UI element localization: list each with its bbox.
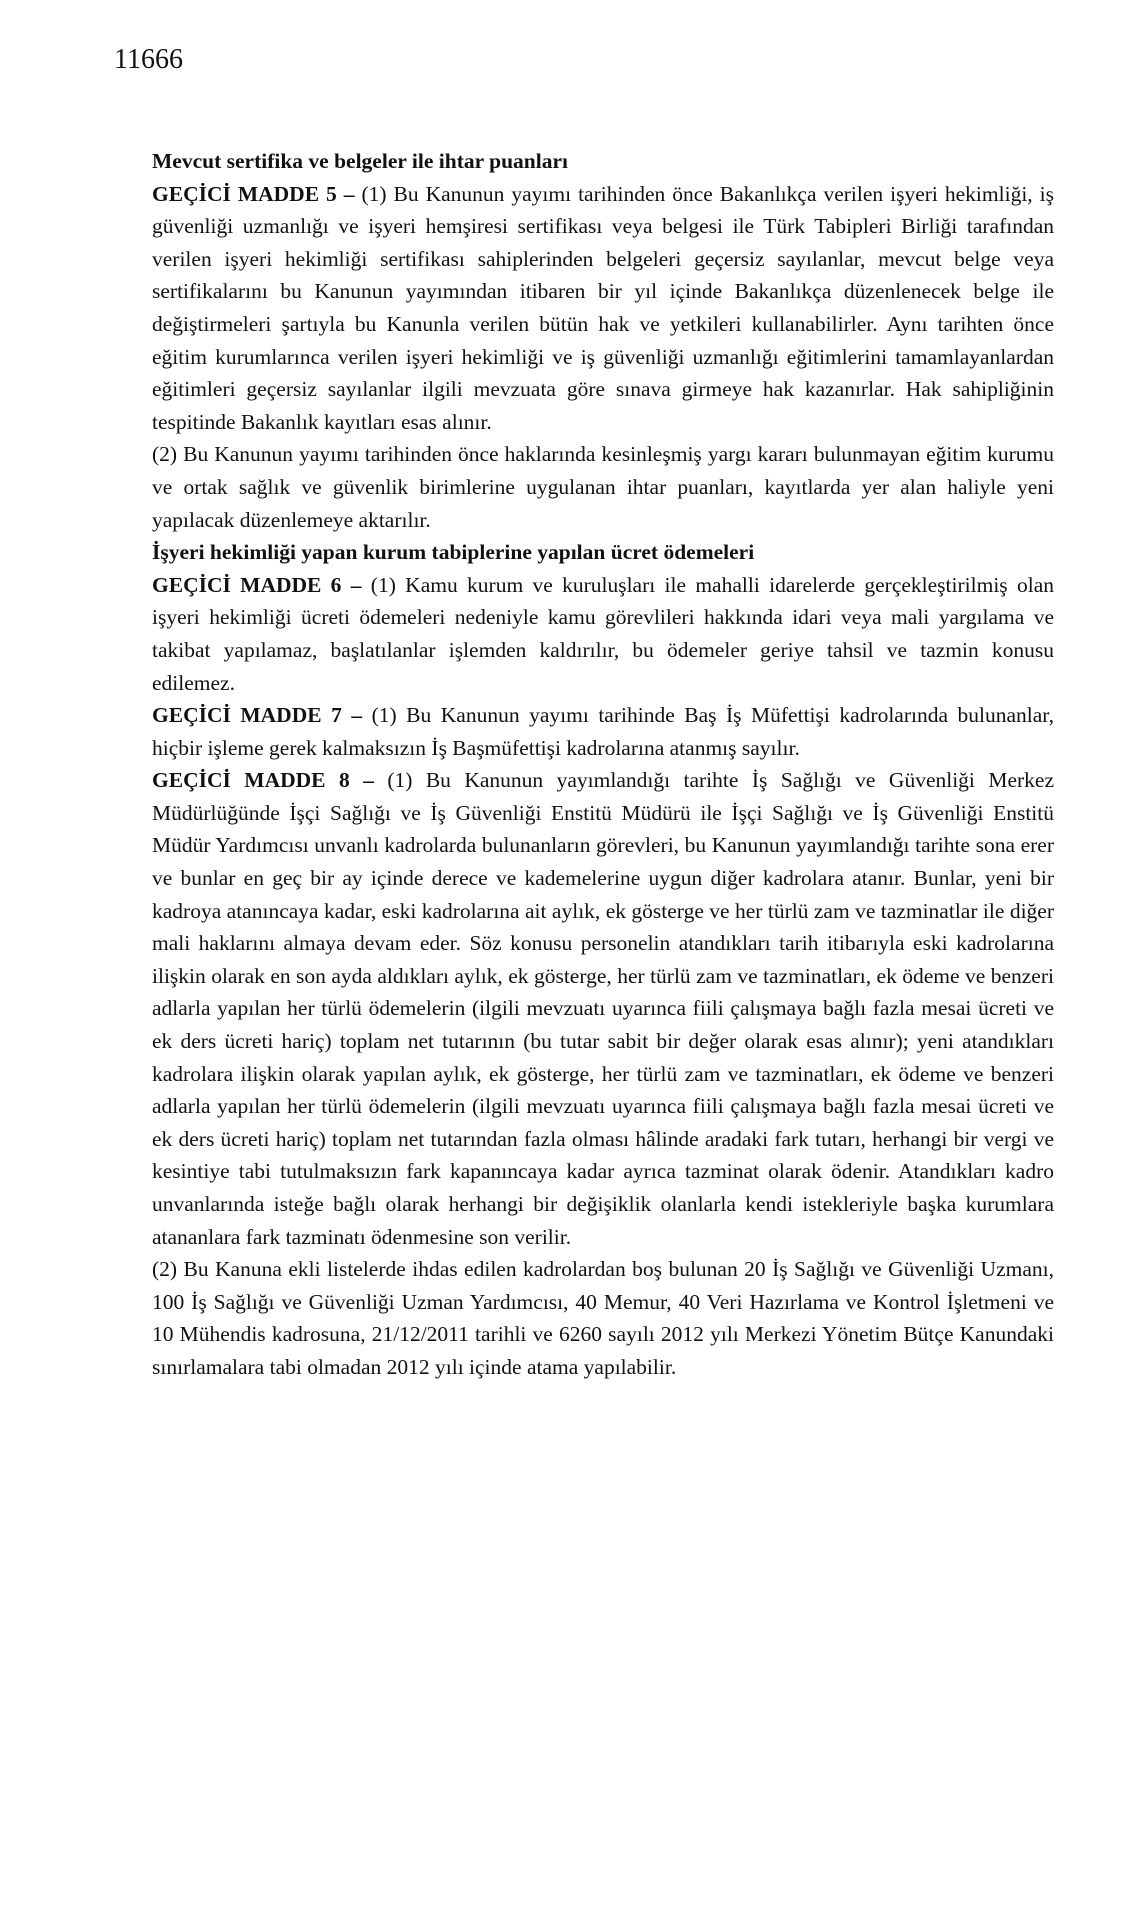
document-body [152,145,1054,1384]
article-text: (1) Bu Kanunun yayımı tarihinde Baş İş Müfettişi kadrolarında bulunanlar, hiçbir işleme gerek kalmaksızın İş Başmüfettişi kadrolarına atanmış sayılır. [152,703,1054,760]
paragraph-madde-8-2: (2) Bu Kanuna ekli listelerde ihdas edilen kadrolardan boş bulunan 20 İş Sağlığı ve Güvenliği Uzmanı, 100 İş Sağlığı ve Güvenliği Uzman Yardımcısı, 40 Memur, 40 Veri Hazırlama ve Kontrol İşletmeni ve 10 Mühendis kadrosuna, 21/12/2011 tarihli ve 6260 sayılı 2012 yılı Merkezi Yönetim Bütçe Kanundaki sınırlamalara tabi olmadan 2012 yılı içinde atama yapılabilir. [152,1257,1054,1379]
article-text: (1) Bu Kanunun yayımı tarihinden önce Bakanlıkça verilen işyeri hekimliği, iş güvenliği uzmanlığı ve işyeri hemşiresi sertifikası veya belgesi ile Türk Tabipleri Birliği tarafından verilen işyeri hekimliği sertifikası sahiplerinden belgeleri geçersiz sayılanlar, mevcut belge veya sertifikalarını bu Kanunun yayımından itibaren bir yıl içinde Bakanlıkça düzenlenecek belge ile değiştirmeleri şartıyla bu Kanunla verilen bütün hak ve yetkileri kullanabilirler. Aynı tarihten önce eğitim kurumlarınca verilen işyeri hekimliği ve iş güvenliği uzmanlığı eğitimlerini tamamlayanlardan eğitimleri geçersiz sayılanlar ilgili mevzuata göre sınava girmeye hak kazanırlar. Hak sahipliğinin tespitinde Bakanlık kayıtları esas alınır. [152,181,1054,434]
article-geçici-madde-5 [152,178,1054,439]
article-geçici-madde-8 [152,764,1054,1253]
article-label: GEÇİCİ MADDE 7 – [152,703,363,728]
paragraph-madde-5-2: (2) Bu Kanunun yayımı tarihinden önce haklarında kesinleşmiş yargı kararı bulunmayan eğitim kurumu ve ortak sağlık ve güvenlik birimlerine uygulanan ihtar puanları, kayıtlarda yer alan haliyle yeni yapılacak düzenlemeye aktarılır. [152,442,1054,532]
article-geçici-madde-7 [152,699,1054,764]
section-heading: İşyeri hekimliği yapan kurum tabiplerine yapılan ücret ödemeleri [152,540,755,565]
article-label: GEÇİCİ MADDE 8 – [152,768,374,793]
section-heading: Mevcut sertifika ve belgeler ile ihtar puanları [152,149,568,173]
article-label: GEÇİCİ MADDE 5 – [152,181,355,206]
article-geçici-madde-6 [152,569,1054,699]
article-text: (1) Bu Kanunun yayımlandığı tarihte İş Sağlığı ve Güvenliği Merkez Müdürlüğünde İşçi Sağlığı ve İş Güvenliği Enstitü Müdürü ile İşçi Sağlığı ve İş Güvenliği Enstitü Müdür Yardımcısı unvanlı kadrolarda bulunanların görevleri, bu Kanunun yayımlandığı tarihte sona erer ve bunlar en geç bir ay içinde derece ve kademelerine uygun diğer kadrolara atanır. Bunlar, yeni bir kadroya atanıncaya kadar, eski kadrolarına ait aylık, ek gösterge ve her türlü zam ve tazminatlar ile diğer mali haklarını almaya devam eder. Söz konusu personelin atandıkları tarih itibarıyla eski kadrolarına ilişkin olarak en son ayda aldıkları aylık, ek gösterge, her türlü zam ve tazminatları, ek ödeme ve benzeri adlarla yapılan her türlü ödemelerin (ilgili mevzuatı uyarınca fiili çalışmaya bağlı fazla mesai ücreti ve ek ders ücreti hariç) toplam net tutarının (bu tutar sabit bir değer olarak esas alınır); yeni atandıkları kadrolara ilişkin olarak yapılan aylık, ek gösterge, her türlü zam ve tazminatları, ek ödeme ve benzeri adlarla yapılan her türlü ödemelerin (ilgili mevzuatı uyarınca fiili çalışmaya bağlı fazla mesai ücreti ve ek ders ücreti hariç) toplam net tutarından fazla olması hâlinde aradaki fark tutarı, herhangi bir vergi ve kesintiye tabi tutulmaksızın fark kapanıncaya kadar ayrıca tazminat olarak ödenir. Atandıkları kadro unvanlarında isteğe bağlı olarak herhangi bir değişiklik olanlarla kendi istekleriyle başka kurumlara atananlara fark tazminatı ödenmesine son verilir. [152,768,1054,1249]
article-label: GEÇİCİ MADDE 6 – [152,572,362,597]
page-number: 11666 [114,44,183,75]
article-text: (1) Kamu kurum ve kuruluşları ile mahalli idarelerde gerçekleştirilmiş olan işyeri hekimliği ücreti ödemeleri nedeniyle kamu görevlileri hakkında idari veya mali yargılama ve takibat yapılamaz, başlatılanlar işlemden kaldırılır, bu ödemeler geriye tahsil ve tazmin konusu edilemez. [152,572,1054,695]
